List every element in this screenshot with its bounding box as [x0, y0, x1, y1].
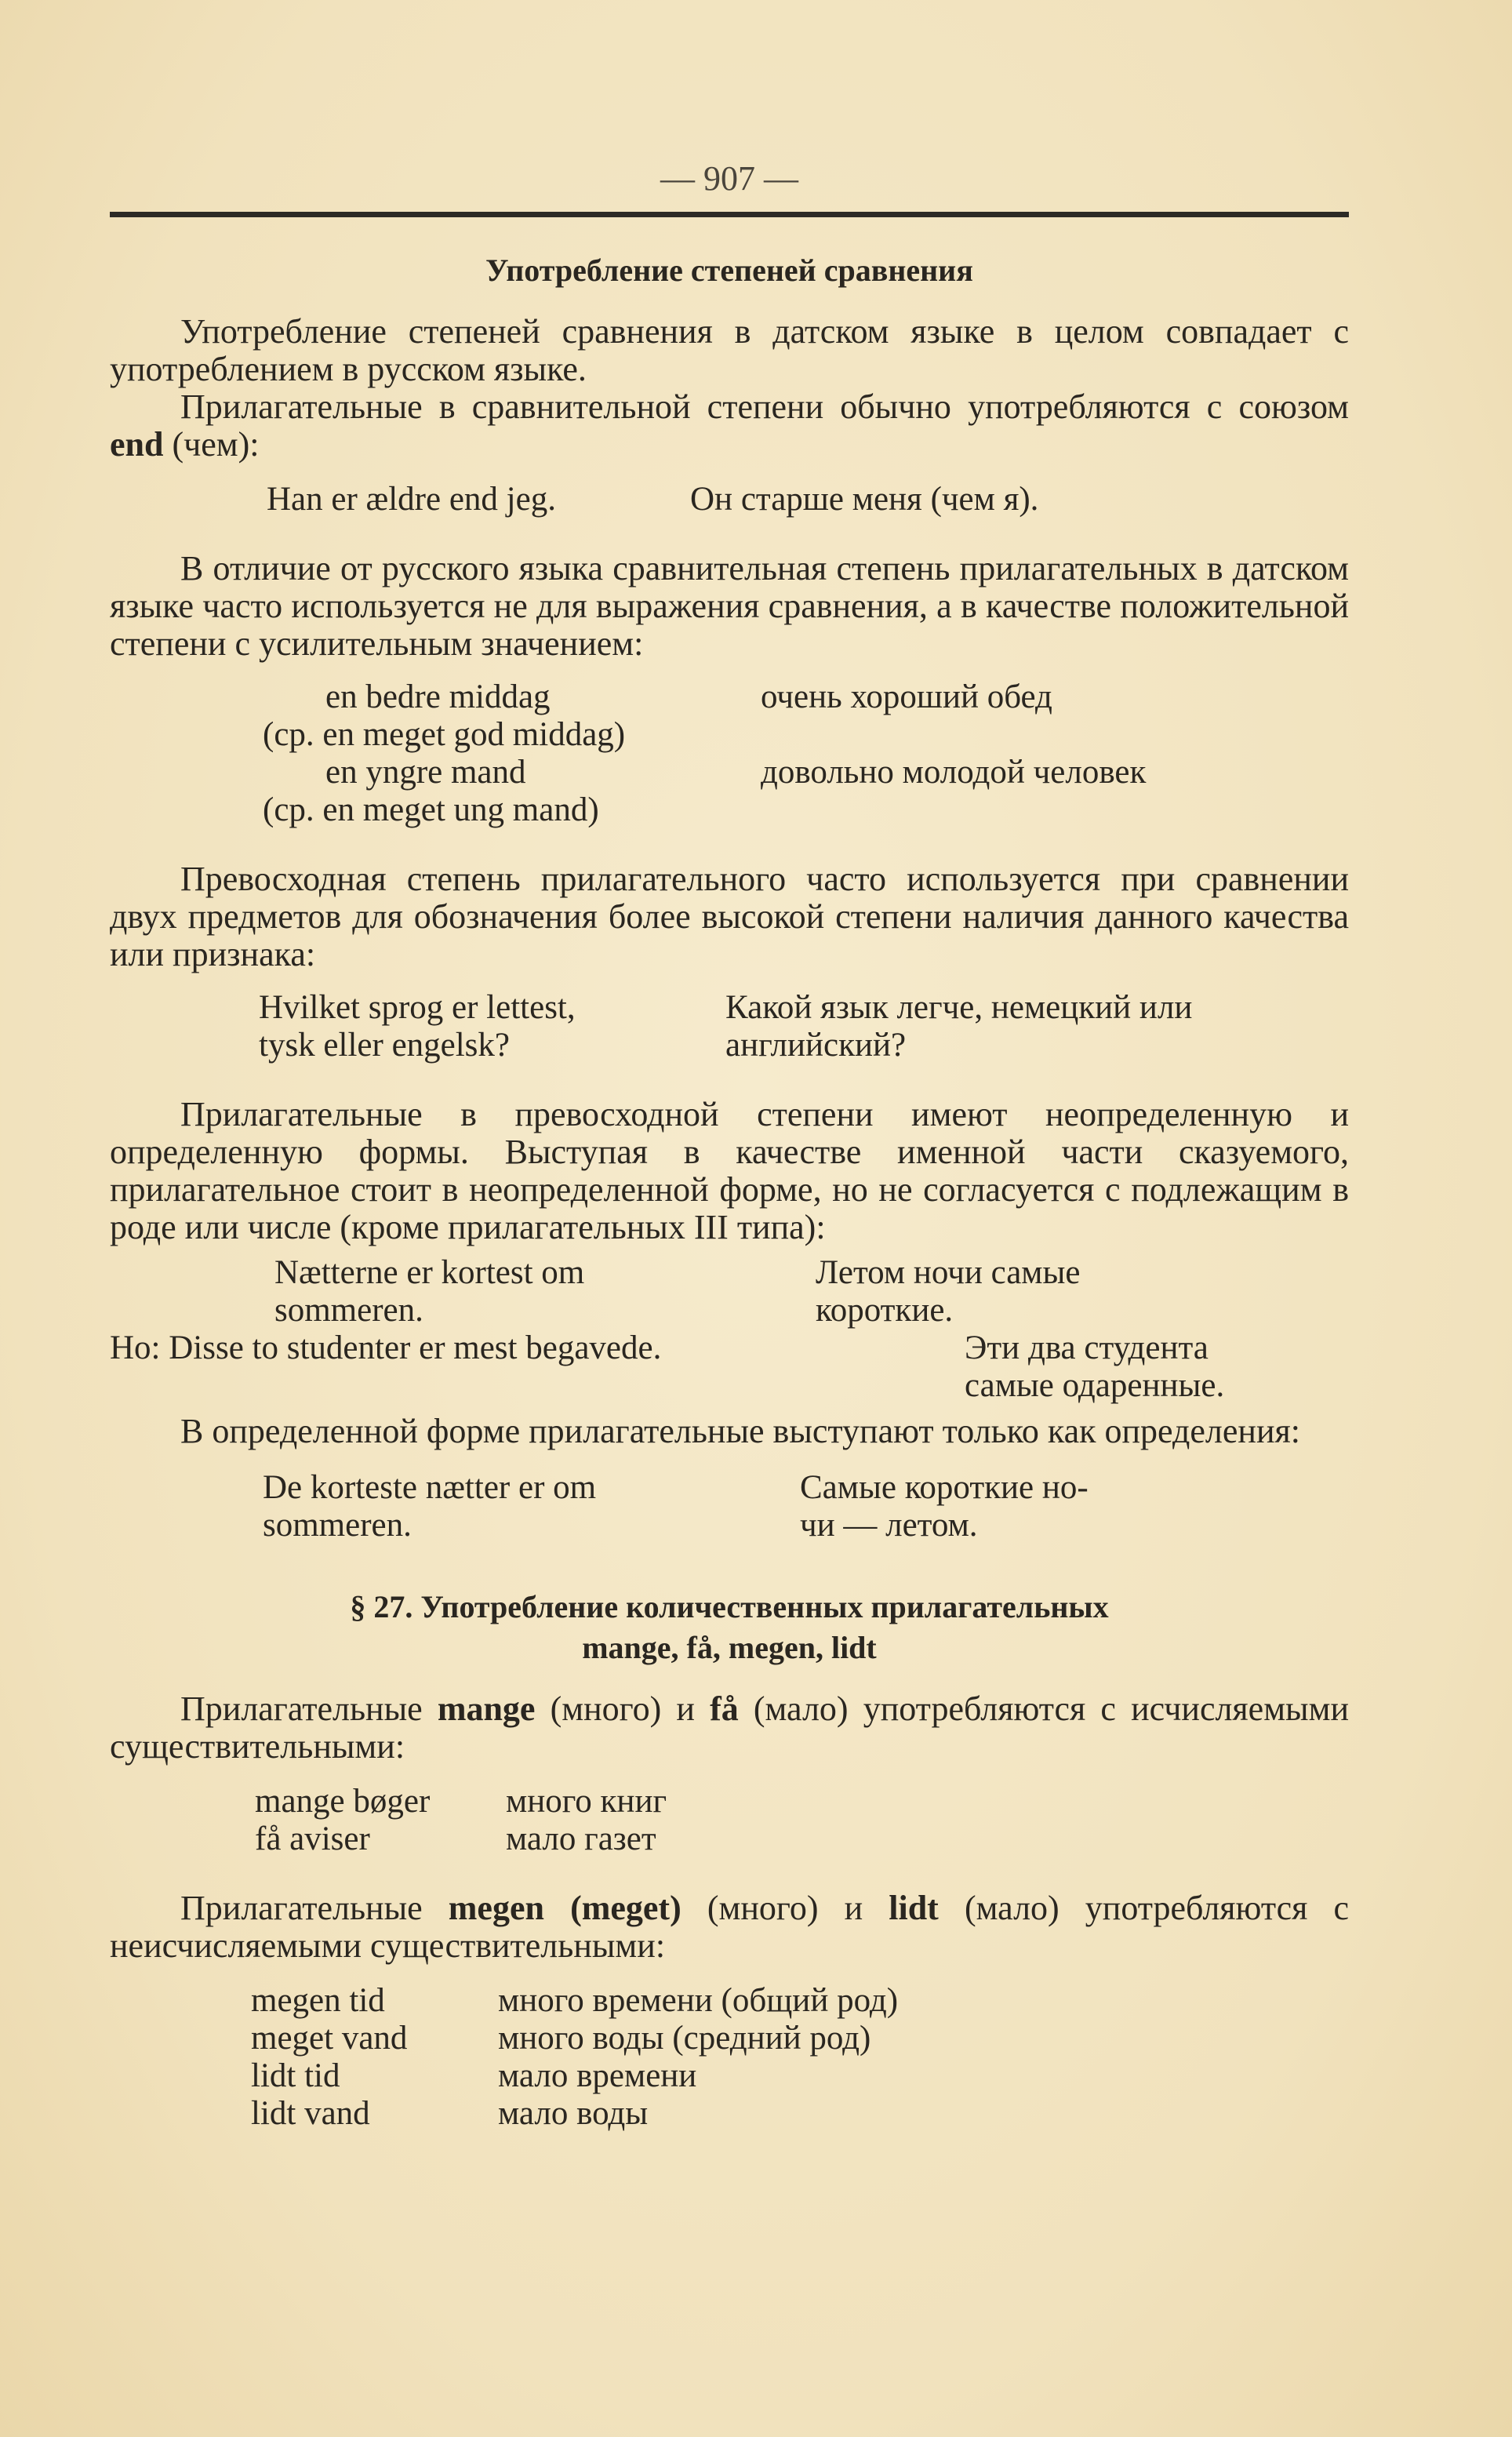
- paragraph-5: Прилагательные в превосходной степени имеют неопределенную и определенную формы. Выступая в качестве именной части сказуемого, прилагательное стоит в неопределенной форме, но не согласуется с подлежащим в роде или числе (кроме прилагательных III типа):: [110, 1095, 1349, 1246]
- example-list-uncountable: megen tid много времени (общий род) meget vand много воды (средний род) lidt tid мало времени lidt vand мало воды: [251, 1982, 899, 2132]
- example-russian: Он старше меня (чем я).: [690, 481, 1039, 518]
- example-row: (ср. en meget god middag): [263, 716, 626, 753]
- paragraph-4: Превосходная степень прилагательного часто используется при сравнении двух предметов для обозначения более высокой степени наличия данного качества или признака:: [110, 860, 1349, 973]
- page-content: [110, 157, 1349, 2153]
- example-naetterne: Nætterne er kortest om Летом ночи самые sommeren. короткие.: [274, 1254, 1081, 1329]
- header-rule: [110, 212, 1349, 217]
- example-list-comparative: [110, 678, 1349, 829]
- example-de-korteste: De korteste nætter er om Самые короткие но- sommeren. чи — летом.: [263, 1469, 1089, 1544]
- page-number: — 907 —: [660, 159, 798, 198]
- paragraph-2: Прилагательные в сравнительной степени обычно употребляются с союзом end (чем):: [110, 387, 1349, 464]
- example-list-countable: mange bøger много книг få aviser мало газет: [255, 1783, 667, 1857]
- paragraph-3: В отличие от русского языка сравнительная степень прилагательных в датском языке часто используется не для выражения сравнения, а в качестве положительной степени с усилительным значением:: [110, 549, 1349, 663]
- example-danish: Han er ældre end jeg.: [267, 481, 556, 518]
- paragraph-1: Употребление степеней сравнения в датском языке в целом совпадает с употреблением в русском языке.: [110, 312, 1349, 388]
- example-hvilket-sprog: Hvilket sprog er lettest, Какой язык легче, немецкий или tysk eller engelsk? английский?: [259, 989, 1193, 1064]
- paragraph-8: Прилагательные megen (meget) (много) и lidt (мало) употребляются с неисчисляемыми существительными:: [110, 1889, 1349, 1965]
- example-disse-to: Но: Disse to studenter er mest begavede. Эти два студента самые одаренные.: [110, 1329, 1225, 1404]
- section-title-quantity: § 27. Употребление количественных прилагательных mange, få, megen, lidt: [350, 1589, 1109, 1665]
- paragraph-6: В определенной форме прилагательные выступают только как определения:: [180, 1412, 1300, 1450]
- example-row: en yngre mand довольно молодой человек: [325, 754, 1147, 791]
- example-row: en bedre middag очень хороший обед: [325, 678, 1052, 715]
- paragraph-7: Прилагательные mange (много) и få (мало) употребляются с исчисляемыми существительными:: [110, 1690, 1349, 1766]
- section-title-degrees: Употребление степеней сравнения: [485, 253, 973, 288]
- example-row: (ср. en meget ung mand): [263, 791, 599, 828]
- example-han-aeldre: [110, 481, 1349, 518]
